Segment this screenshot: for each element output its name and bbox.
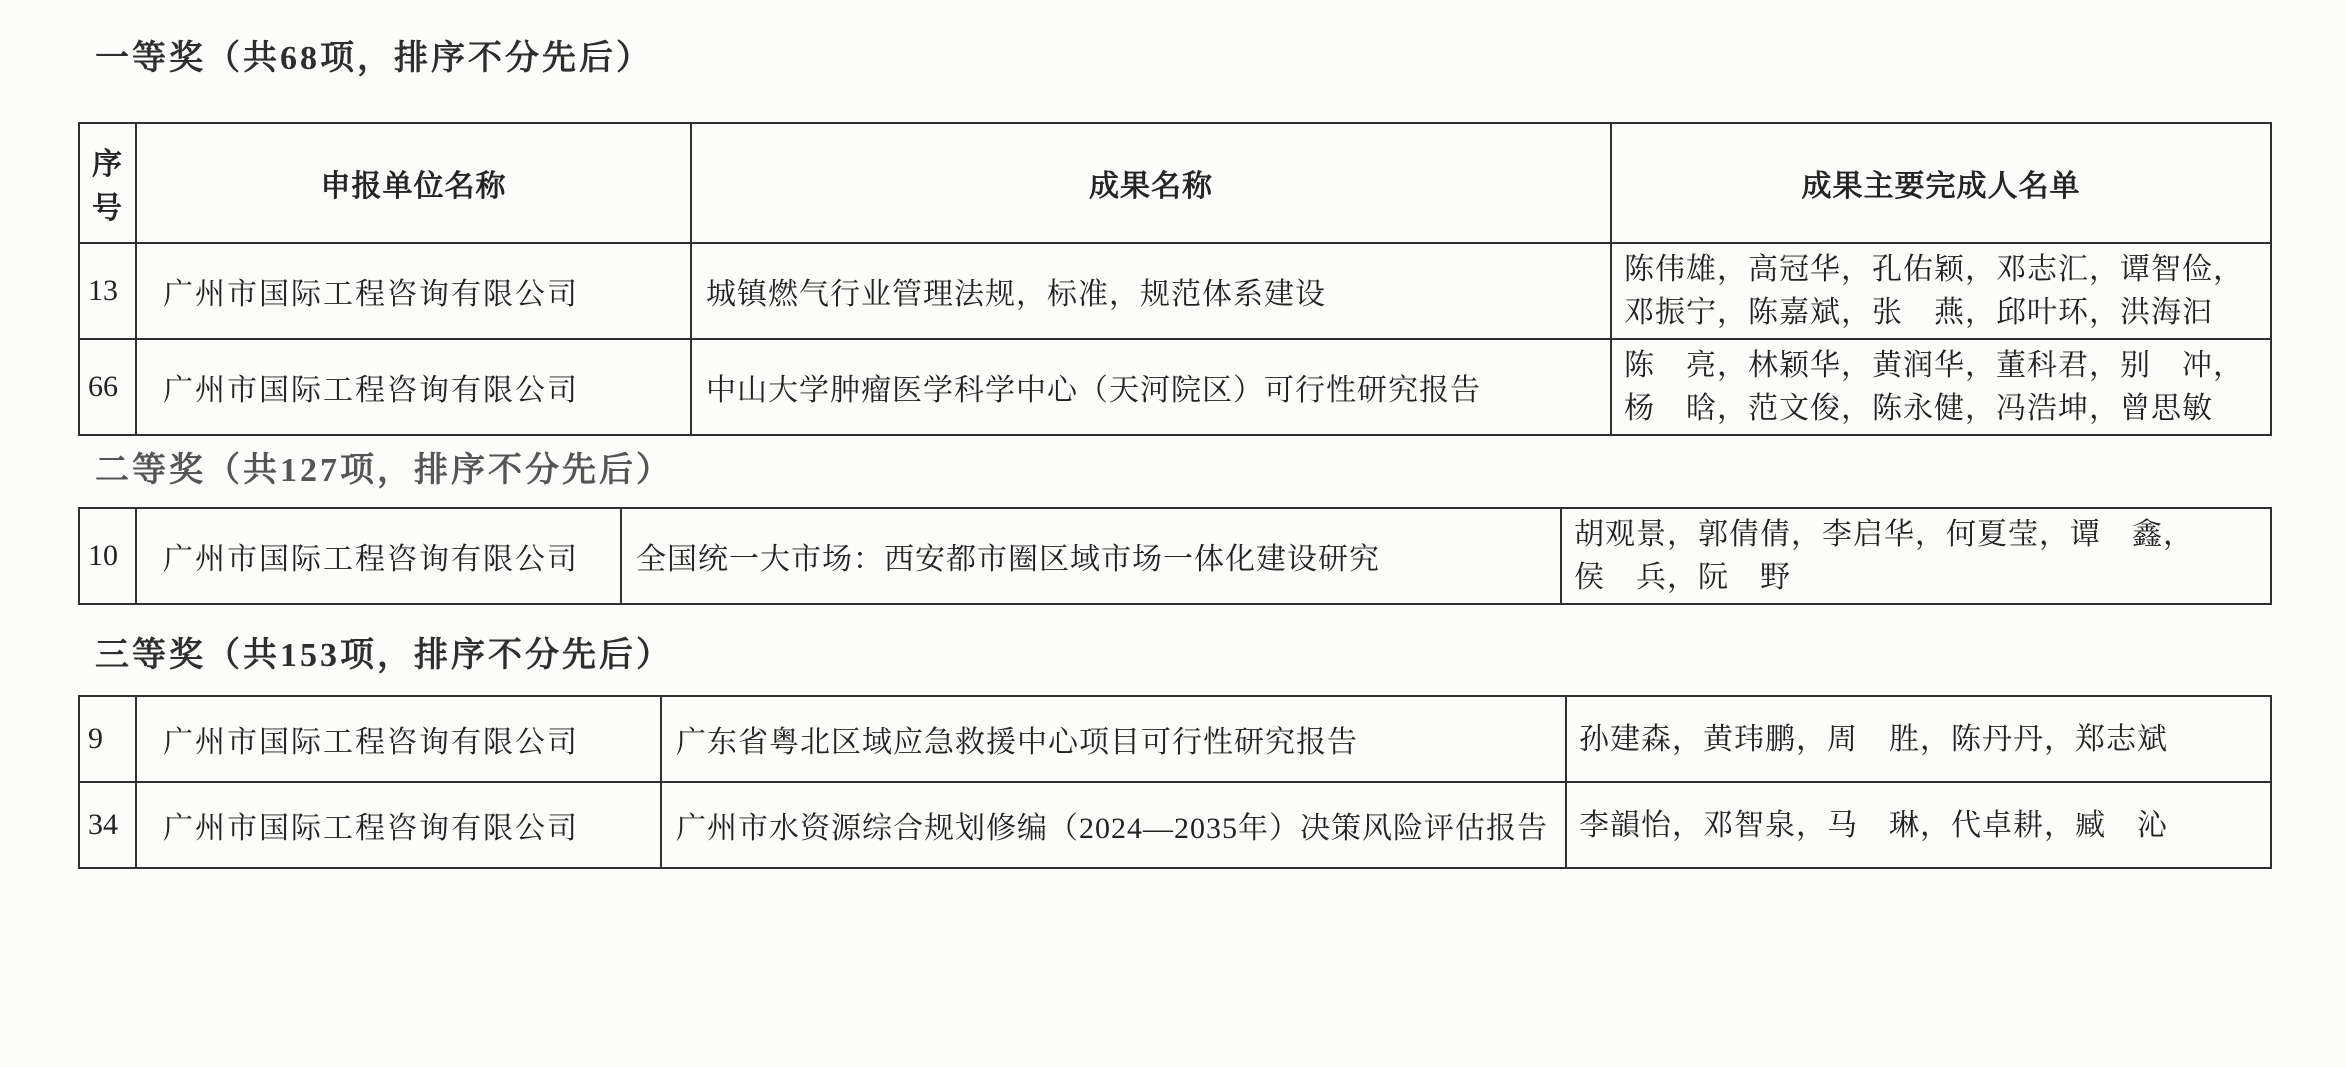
cell-achievement: 广东省粤北区域应急救援中心项目可行性研究报告	[661, 696, 1566, 782]
contributors-line: 侯 兵，阮 野	[1574, 561, 1791, 594]
cell-no: 34	[79, 782, 136, 868]
cell-achievement: 城镇燃气行业管理法规，标准，规范体系建设	[691, 243, 1611, 339]
table-row	[79, 339, 2271, 435]
col-header-no: 序号	[79, 123, 136, 243]
table-row	[79, 782, 2271, 868]
col-header-achievement: 成果名称	[691, 123, 1611, 243]
cell-org: 广州市国际工程咨询有限公司	[136, 782, 661, 868]
cell-no: 66	[79, 339, 136, 435]
col-header-org: 申报单位名称	[136, 123, 691, 243]
table-row	[79, 508, 2271, 604]
cell-no: 13	[79, 243, 136, 339]
cell-achievement: 广州市水资源综合规划修编（2024—2035年）决策风险评估报告	[661, 782, 1566, 868]
section-heading-second-prize: 二等奖（共127项，排序不分先后）	[95, 452, 673, 489]
cell-org: 广州市国际工程咨询有限公司	[136, 508, 621, 604]
contributors-line: 陈 亮，林颖华，黄润华，董科君，别 冲，	[1624, 349, 2244, 382]
section-heading-third-prize: 三等奖（共153项，排序不分先后）	[95, 637, 673, 674]
cell-contributors	[1566, 696, 2271, 782]
cell-org: 广州市国际工程咨询有限公司	[136, 243, 691, 339]
table-row	[79, 696, 2271, 782]
third-prize-table	[78, 695, 2272, 869]
first-prize-table	[78, 122, 2272, 436]
cell-contributors	[1566, 782, 2271, 868]
table-header-row	[79, 123, 2271, 243]
cell-no: 9	[79, 696, 136, 782]
cell-org: 广州市国际工程咨询有限公司	[136, 696, 661, 782]
contributors-line: 胡观景，郭倩倩，李启华，何夏莹，谭 鑫，	[1574, 518, 2194, 551]
cell-contributors	[1611, 339, 2271, 435]
table-row	[79, 243, 2271, 339]
contributors-line: 李韻怡，邓智泉，马 琳，代卓耕，臧 沁	[1579, 808, 2168, 842]
cell-achievement: 中山大学肿瘤医学科学中心（天河院区）可行性研究报告	[691, 339, 1611, 435]
contributors-line: 邓振宁，陈嘉斌，张 燕，邱叶环，洪海汩	[1624, 296, 2213, 329]
cell-no: 10	[79, 508, 136, 604]
contributors-line: 孙建森，黄玮鹏，周 胜，陈丹丹，郑志斌	[1579, 722, 2168, 756]
cell-org: 广州市国际工程咨询有限公司	[136, 339, 691, 435]
contributors-line: 杨 晗，范文俊，陈永健，冯浩坤，曾思敏	[1624, 392, 2213, 425]
section-heading-first-prize: 一等奖（共68项，排序不分先后）	[95, 40, 653, 77]
second-prize-table	[78, 507, 2272, 605]
cell-contributors	[1561, 508, 2271, 604]
cell-contributors	[1611, 243, 2271, 339]
cell-achievement: 全国统一大市场：西安都市圈区域市场一体化建设研究	[621, 508, 1561, 604]
col-header-contributors: 成果主要完成人名单	[1611, 123, 2271, 243]
contributors-line: 陈伟雄，高冠华，孔佑颖，邓志汇，谭智俭，	[1624, 253, 2244, 286]
